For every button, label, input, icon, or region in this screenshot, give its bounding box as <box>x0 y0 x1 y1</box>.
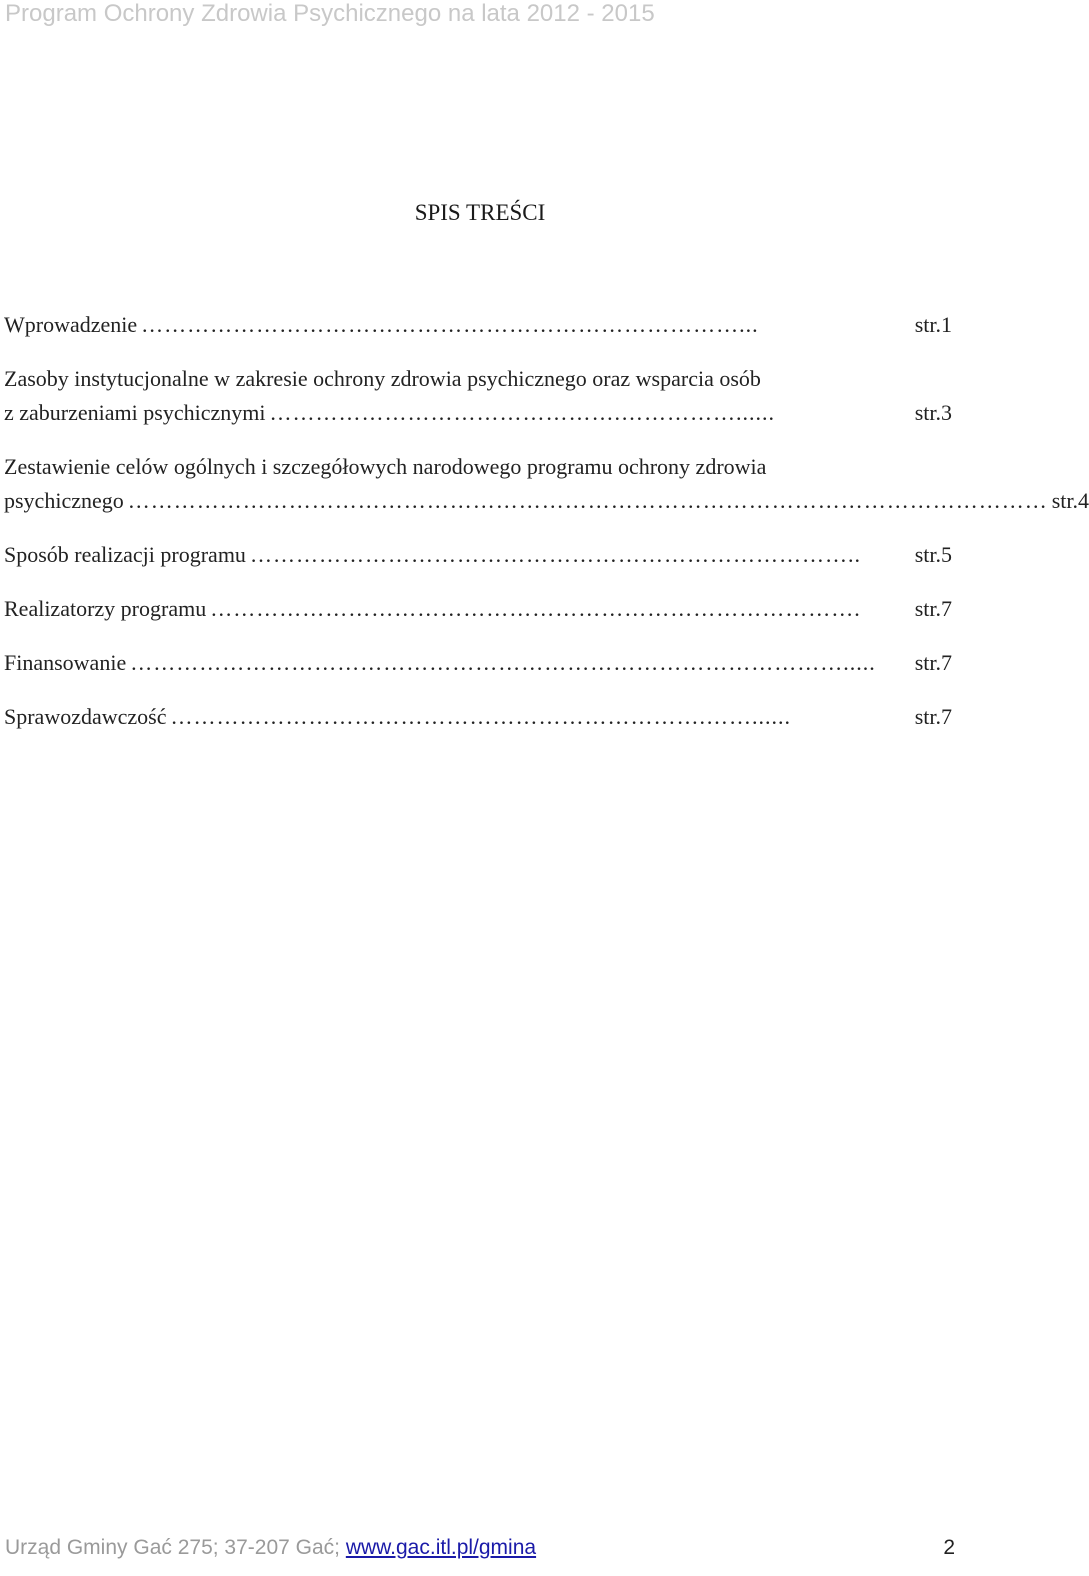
toc-page-ref: str.3 <box>914 400 952 425</box>
table-of-contents <box>4 308 1089 754</box>
toc-entry-title: Wprowadzenie <box>4 312 138 337</box>
toc-entry-title: Realizatorzy programu <box>4 596 207 621</box>
toc-page-ref: str.7 <box>914 704 952 729</box>
toc-entry-title: Zestawienie celów ogólnych i szczegółowych narodowego programu ochrony zdrowia <box>4 454 767 479</box>
toc-leader: …………………………………………………………….……...... <box>170 704 791 729</box>
toc-page-ref: str.7 <box>914 596 952 621</box>
toc-page-ref: str.4 <box>1051 488 1089 513</box>
toc-entry-title-continued: z zaburzeniami psychicznymi <box>4 400 266 425</box>
toc-leader: …………………………………………………………………….. <box>249 542 861 567</box>
toc-entry-title: Sposób realizacji programu <box>4 542 246 567</box>
running-header: Program Ochrony Zdrowia Psychicznego na lata 2012 - 2015 <box>5 0 655 27</box>
toc-page-ref: str.7 <box>914 650 952 675</box>
toc-entry-finansowanie[interactable] <box>4 646 952 680</box>
toc-entry-sprawozdawczosc[interactable] <box>4 700 952 734</box>
toc-entry-zestawienie[interactable] <box>4 450 1089 518</box>
toc-leader: …………………………………………………………………………. <box>210 596 861 621</box>
toc-title: SPIS TREŚCI <box>414 200 546 225</box>
toc-page-ref: str.5 <box>914 542 952 567</box>
toc-leader: …………………………………………………………………………………..... <box>130 650 876 675</box>
toc-leader: ……………………………………….……………...... <box>269 400 775 425</box>
toc-entry-title: Finansowanie <box>4 650 127 675</box>
toc-page-ref: str.1 <box>914 312 952 337</box>
footer-address: Urząd Gminy Gać 275; 37-207 Gać; <box>5 1536 346 1559</box>
toc-leader: ……………………………………………………………………... <box>141 312 759 337</box>
toc-entry-zasoby[interactable] <box>4 362 952 430</box>
page-footer <box>5 1536 950 1560</box>
toc-entry-title-continued: psychicznego <box>4 488 124 513</box>
toc-entry-title: Sprawozdawczość <box>4 704 167 729</box>
toc-leader: ………………………………………………………………………………………………………… <box>127 488 1048 513</box>
footer-website-link[interactable]: www.gac.itl.pl/gmina <box>345 1536 537 1559</box>
toc-entry-sposob-realizacji[interactable] <box>4 538 952 572</box>
page-number: 2 <box>943 1536 955 1559</box>
toc-entry-title: Zasoby instytucjonalne w zakresie ochrony zdrowia psychicznego oraz wsparcia osób <box>4 366 761 391</box>
toc-entry-wprowadzenie[interactable] <box>4 308 952 342</box>
toc-entry-realizatorzy[interactable] <box>4 592 952 626</box>
